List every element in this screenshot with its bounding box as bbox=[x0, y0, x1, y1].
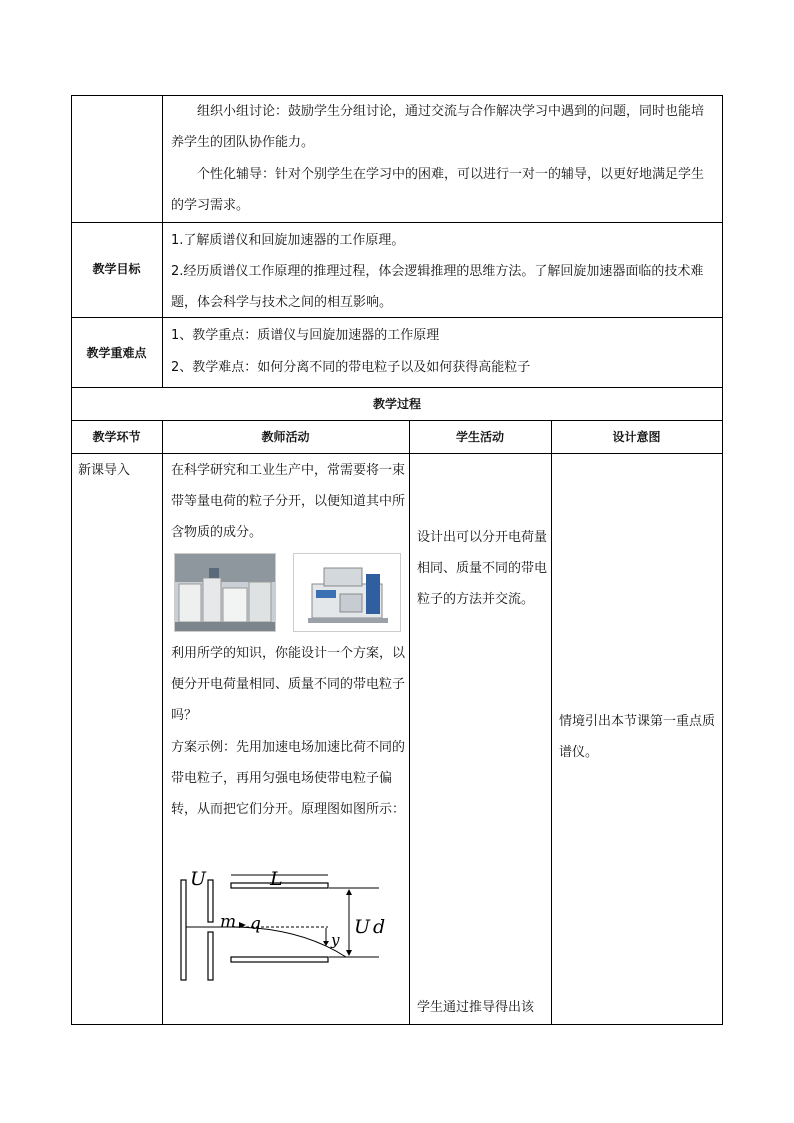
table-border bbox=[71, 95, 72, 1025]
key-point-2: 2、教学难点：如何分离不同的带电粒子以及如何获得高能粒子 bbox=[171, 360, 531, 375]
stage-name: 新课导入 bbox=[78, 463, 131, 478]
student-activity-2: 学生通过推导得出该 bbox=[417, 1000, 535, 1015]
discussion-paragraph: 组织小组讨论：鼓励学生分组讨论，通过交流与合作解决学习中遇到的问题，同时也能培养学生的团队协作能力。 bbox=[171, 104, 705, 150]
column-divider bbox=[409, 420, 410, 1025]
lesson-table bbox=[71, 95, 723, 1025]
gap-arrow-up bbox=[346, 889, 352, 895]
row-divider bbox=[71, 420, 723, 421]
label-length: L bbox=[270, 868, 283, 890]
column-divider bbox=[551, 420, 552, 1025]
label-gap: d bbox=[373, 916, 386, 938]
deflect-plate-bottom bbox=[231, 957, 328, 962]
header-teacher: 教师活动 bbox=[261, 430, 310, 444]
lab-photo-right bbox=[293, 553, 401, 632]
goal-2: 2.经历质谱仪工作原理的推理过程，体会逻辑推理的思维方法。了解回旋加速器面临的技术难题，体会科学与技术之间的相互影响。 bbox=[171, 264, 704, 310]
column-divider bbox=[162, 420, 163, 1025]
goals-label: 教学目标 bbox=[92, 262, 141, 276]
accel-plate-left bbox=[181, 880, 186, 980]
label-deflection: y bbox=[331, 931, 340, 949]
particle-trajectory bbox=[231, 927, 346, 957]
gap-arrow-down bbox=[346, 950, 352, 956]
principle-diagram bbox=[174, 865, 394, 983]
tutoring-paragraph: 个性化辅导：针对个别学生在学习中的困难，可以进行一对一的辅导，以更好地满足学生的学习需求。 bbox=[171, 167, 705, 213]
teacher-intro: 在科学研究和工业生产中，常需要将一束带等量电荷的粒子分开，以便知道其中所含物质的成分。 bbox=[171, 463, 406, 540]
label-mass: m bbox=[220, 912, 237, 932]
label-charge: q bbox=[250, 914, 261, 934]
row-divider bbox=[71, 387, 723, 388]
lab-equipment-image bbox=[175, 554, 275, 631]
lab-photo-left bbox=[174, 553, 276, 632]
header-intent: 设计意图 bbox=[612, 430, 661, 444]
label-deflect-voltage: U bbox=[354, 916, 371, 938]
table-border bbox=[722, 95, 723, 1025]
key-point-1: 1、教学重点：质谱仪与回旋加速器的工作原理 bbox=[171, 328, 440, 343]
process-title: 教学过程 bbox=[372, 397, 421, 411]
teacher-example: 方案示例：先用加速电场加速比荷不同的带电粒子，再用匀强电场使带电粒子偏转，从而把它们分开。原理图如图所示： bbox=[171, 740, 406, 817]
header-stage: 教学环节 bbox=[92, 430, 141, 444]
key-points-label: 教学重难点 bbox=[86, 346, 147, 360]
goal-1: 1.了解质谱仪和回旋加速器的工作原理。 bbox=[171, 233, 405, 248]
mass-spectrometer-image bbox=[294, 554, 400, 631]
student-activity-1: 设计出可以分开电荷量相同、质量不同的带电粒子的方法并交流。 bbox=[417, 530, 548, 607]
row-divider bbox=[71, 222, 723, 223]
column-divider bbox=[162, 95, 163, 387]
teacher-question: 利用所学的知识，你能设计一个方案，以便分开电荷量相同、质量不同的带电粒子吗？ bbox=[171, 646, 406, 723]
accel-plate-right-top bbox=[208, 880, 213, 922]
label-accel-voltage: U bbox=[190, 868, 207, 890]
table-border bbox=[71, 1024, 723, 1025]
design-intent: 情境引出本节课第一重点质谱仪。 bbox=[559, 714, 716, 760]
header-student: 学生活动 bbox=[455, 430, 504, 444]
accel-plate-right-bottom bbox=[208, 932, 213, 980]
row-divider bbox=[71, 453, 723, 454]
